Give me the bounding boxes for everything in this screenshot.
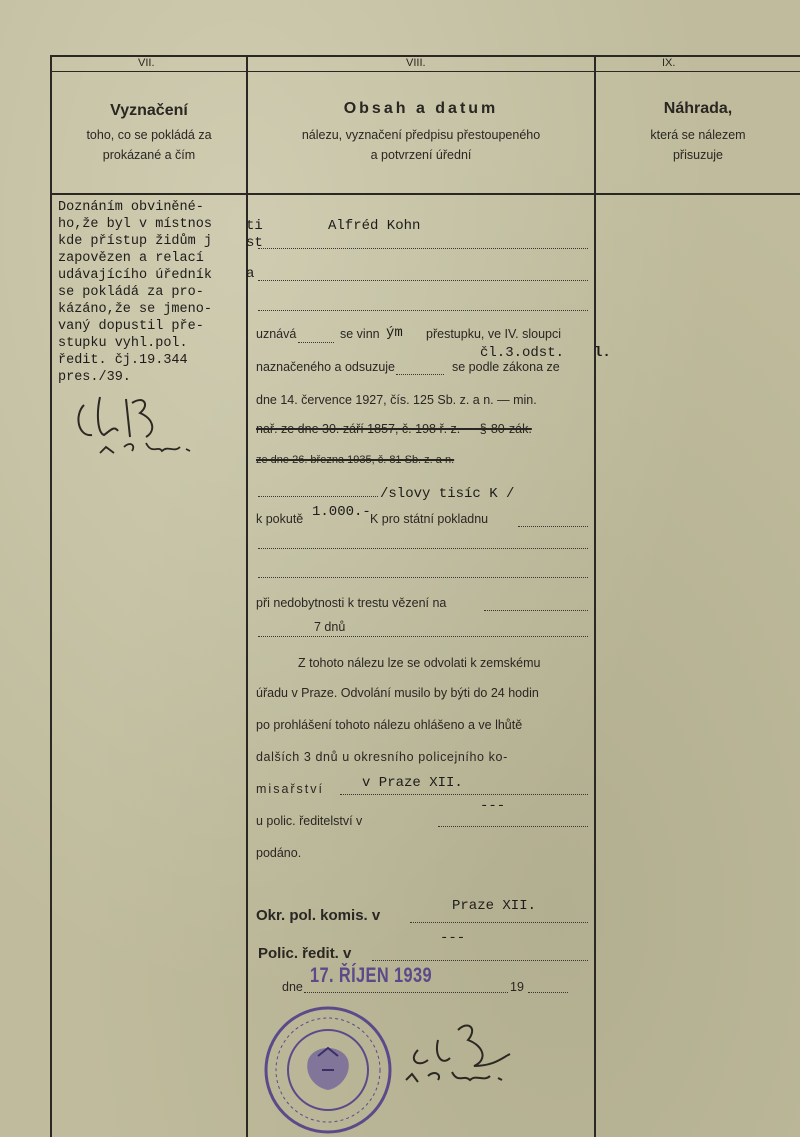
vinn-label: se vinn bbox=[340, 327, 380, 341]
pokute-suffix: K pro státní pokladnu bbox=[370, 512, 489, 526]
border-col-ix bbox=[594, 55, 596, 1137]
prestupek-text: přestupku, ve IV. sloupci bbox=[426, 327, 562, 341]
typed-line: kde přístup židům j bbox=[58, 234, 212, 249]
dotted-line bbox=[258, 496, 378, 497]
u-polic-label: u polic. ředitelství v bbox=[256, 814, 363, 828]
typed-line: vaný dopustil pře- bbox=[58, 319, 204, 334]
dotted-line bbox=[518, 526, 588, 527]
numeral-viii: VIII. bbox=[406, 57, 426, 69]
dotted-line bbox=[258, 577, 588, 578]
nedobytnost-text: při nedobytnosti k trestu vězení na bbox=[256, 596, 447, 610]
header-vii-sub2: prokázané a čím bbox=[102, 148, 196, 162]
dotted-line bbox=[528, 992, 568, 993]
typed-line: stupku vyhl.pol. bbox=[58, 336, 188, 351]
dotted-line bbox=[258, 636, 588, 637]
header-ix-sub2: přisuzuje bbox=[672, 148, 724, 162]
vinn-suffix: ým bbox=[386, 325, 403, 341]
dotted-line bbox=[258, 248, 588, 249]
margin-st: st bbox=[246, 235, 263, 251]
pokuta-amount: 1.000.- bbox=[312, 504, 371, 520]
accused-name: Alfréd Kohn bbox=[328, 218, 421, 234]
appeal-line-1: Z tohoto nálezu lze se odvolati k zemskému bbox=[298, 656, 541, 670]
header-viii-title: Obsah a datum bbox=[343, 100, 499, 117]
slovy-text: /slovy tisíc K / bbox=[380, 486, 515, 502]
dash-2: --- bbox=[440, 930, 466, 946]
signature-bottom bbox=[398, 1010, 538, 1100]
podano-text: podáno. bbox=[256, 846, 302, 860]
dotted-line bbox=[304, 992, 508, 993]
appeal-line-4: dalších 3 dnů u okresního policejního ko- bbox=[256, 750, 508, 764]
dash-1: --- bbox=[480, 798, 506, 814]
dotted-line bbox=[438, 826, 588, 827]
header-vii-sub1: toho, co se pokládá za bbox=[86, 128, 212, 142]
dotted-line bbox=[372, 960, 588, 961]
dnu-text: 7 dnů bbox=[314, 620, 346, 634]
komisarstvi-value: v Praze XII. bbox=[362, 775, 463, 791]
naznaceneho-text: naznačeného a odsuzuje bbox=[256, 360, 396, 374]
header-viii-sub2: a potvrzení úřední bbox=[370, 148, 472, 162]
komisarstvi-label: misařství bbox=[256, 782, 324, 796]
typed-line: Doznáním obviněné- bbox=[58, 200, 204, 215]
appeal-line-2: úřadu v Praze. Odvolání musilo by býti do 24 hodin bbox=[256, 686, 539, 700]
typed-line: udávajícího úředník bbox=[58, 268, 212, 283]
typed-line: ho,že byl v místnos bbox=[58, 217, 212, 232]
stamp-date: 17. ŘÍJEN 1939 bbox=[310, 964, 433, 987]
dotted-line bbox=[258, 310, 588, 311]
header-vii-title: Vyznačení bbox=[110, 102, 188, 119]
numeral-ix: IX. bbox=[662, 57, 676, 69]
dotted-line bbox=[484, 610, 588, 611]
dotted-line bbox=[410, 922, 588, 923]
law-line: dne 14. července 1927, čís. 125 Sb. z. a n. — min. bbox=[256, 393, 537, 407]
margin-ti: ti bbox=[246, 218, 263, 234]
official-seal bbox=[262, 1004, 394, 1136]
uznava-label: uznává bbox=[256, 327, 297, 341]
header-ix-sub1: která se nálezem bbox=[650, 128, 746, 142]
appeal-line-3: po prohlášení tohoto nálezu ohlášeno a ve lhůtě bbox=[256, 718, 523, 732]
year-suffix: 19 bbox=[510, 980, 524, 994]
okr-label: Okr. pol. komis. v bbox=[256, 907, 381, 924]
margin-a: a bbox=[246, 266, 255, 282]
dne-label: dne bbox=[282, 980, 303, 994]
typed-line: pres./39. bbox=[58, 370, 131, 385]
numeral-vii: VII. bbox=[138, 57, 155, 69]
border-numerals bbox=[50, 71, 800, 72]
dotted-line bbox=[298, 342, 334, 343]
dotted-line bbox=[258, 280, 588, 281]
signature-vii bbox=[70, 385, 220, 475]
typed-line: se pokládá za pro- bbox=[58, 285, 204, 300]
header-viii-sub1: nálezu, vyznačení předpisu přestoupeného bbox=[301, 128, 541, 142]
typed-line: zapovězen a relací bbox=[58, 251, 204, 266]
struck-line-2: ze dne 26. března 1935, č. 81 Sb. z. a n. bbox=[256, 454, 455, 466]
podle-text: se podle zákona ze bbox=[452, 360, 560, 374]
polic-label: Polic. ředit. v bbox=[258, 945, 352, 962]
clanek-text: čl.3.odst. bbox=[480, 345, 565, 361]
pokute-label: k pokutě bbox=[256, 512, 304, 526]
typed-line: ředit. čj.19.344 bbox=[58, 353, 188, 368]
border-left bbox=[50, 55, 52, 1137]
dotted-line bbox=[396, 374, 444, 375]
dotted-line bbox=[340, 794, 588, 795]
typed-line: kázáno,že se jmeno- bbox=[58, 302, 212, 317]
dotted-line bbox=[258, 548, 588, 549]
okr-value: Praze XII. bbox=[452, 898, 537, 914]
struck-line-1: nař. ze dne 30. září 1857, č. 198 ř. z. — §-80-zák. bbox=[256, 422, 532, 436]
header-ix-title: Náhrada, bbox=[663, 100, 733, 117]
margin-l: l. bbox=[594, 345, 611, 361]
border-header-bottom bbox=[50, 193, 800, 195]
